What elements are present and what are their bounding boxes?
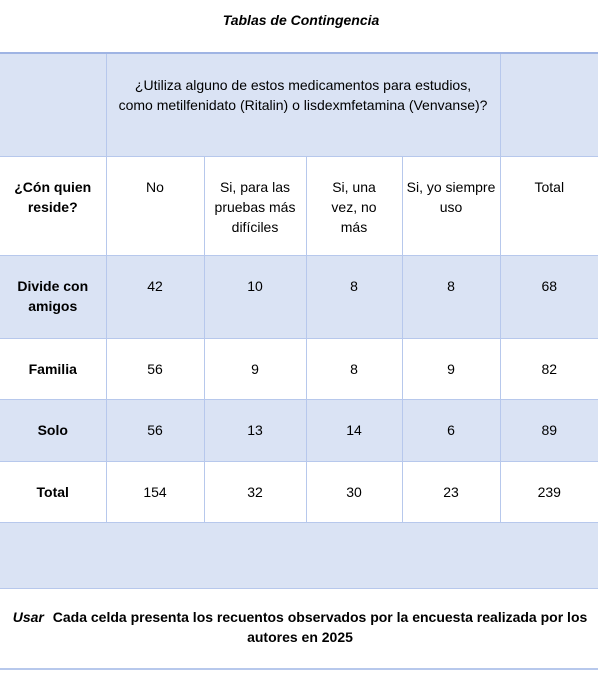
contingency-table	[0, 52, 598, 589]
table-cell: 8	[306, 338, 402, 399]
table-cell: 30	[306, 461, 402, 522]
corner-cell	[0, 53, 106, 156]
table-cell: 32	[204, 461, 306, 522]
note-text: Cada celda presenta los recuentos observados por la encuesta realizada por los autores en 2025	[52, 609, 588, 645]
row-label: Total	[0, 461, 106, 522]
table-cell: 56	[106, 338, 204, 399]
column-header: No	[106, 156, 204, 255]
note-prefix: Usar	[12, 609, 44, 625]
table-cell: 10	[204, 255, 306, 338]
table-row	[0, 399, 598, 461]
page-title: Tablas de Contingencia	[222, 12, 380, 28]
empty-row	[0, 522, 598, 588]
table-cell: 89	[500, 399, 598, 461]
table-row	[0, 255, 598, 338]
question-row	[0, 53, 598, 156]
row-label: Familia	[0, 338, 106, 399]
table-cell: 56	[106, 399, 204, 461]
table-cell: 14	[306, 399, 402, 461]
table-cell: 9	[204, 338, 306, 399]
question-header: ¿Utiliza alguno de estos medicamentos para estudios, como metilfenidato (Ritalin) o lisdexmfetamina (Venvanse)?	[106, 53, 500, 156]
table-note	[10, 607, 590, 647]
column-header: Si, para las pruebas más difíciles	[204, 156, 306, 255]
table-row	[0, 461, 598, 522]
table-cell: 8	[402, 255, 500, 338]
table-cell: 239	[500, 461, 598, 522]
table-cell: 9	[402, 338, 500, 399]
empty-band	[0, 522, 598, 588]
table-cell: 68	[500, 255, 598, 338]
column-header-row	[0, 156, 598, 255]
bottom-divider	[0, 668, 598, 670]
column-header: Si, yo siempre uso	[402, 156, 500, 255]
table-cell: 13	[204, 399, 306, 461]
table-cell: 82	[500, 338, 598, 399]
row-header-label: ¿Cón quien reside?	[0, 156, 106, 255]
column-header: Si, una vez, no más	[306, 156, 402, 255]
row-label: Divide con amigos	[0, 255, 106, 338]
table-cell: 6	[402, 399, 500, 461]
question-blank-cell	[500, 53, 598, 156]
table-cell: 23	[402, 461, 500, 522]
table-cell: 8	[306, 255, 402, 338]
column-header: Total	[500, 156, 598, 255]
row-label: Solo	[0, 399, 106, 461]
table-row	[0, 338, 598, 399]
table-cell: 42	[106, 255, 204, 338]
table-cell: 154	[106, 461, 204, 522]
